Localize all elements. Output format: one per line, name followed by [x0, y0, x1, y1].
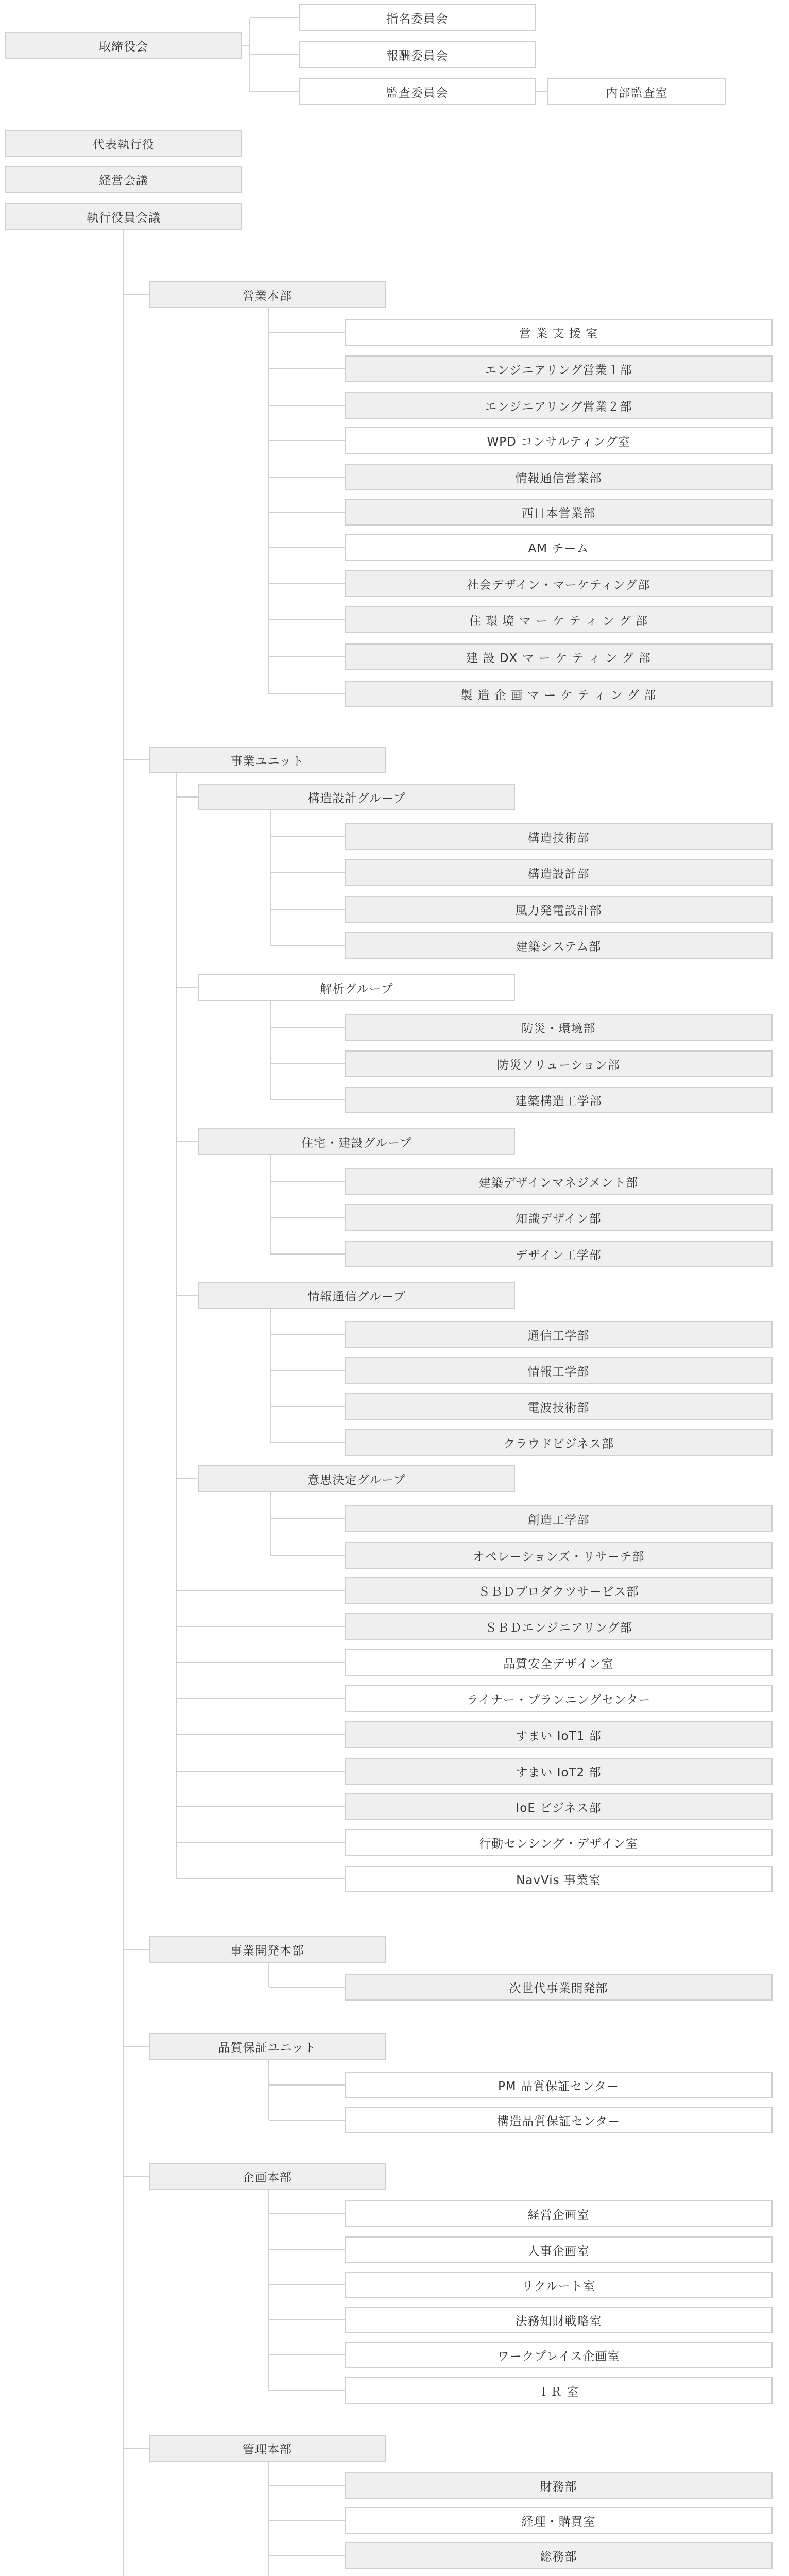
org-node-label: 解析グループ [320, 982, 393, 996]
org-node-s10 [345, 643, 773, 670]
org-node-label: 構造技術部 [527, 831, 590, 845]
org-node-label: エンジニアリング営業２部 [485, 400, 632, 414]
org-node-label: 執行役員会議 [87, 211, 161, 225]
org-node-gi1 [345, 1321, 773, 1348]
org-node-label: ライナー・プランニングセンター [466, 1693, 651, 1707]
org-node-label: ＳＢＤエンジニアリング部 [485, 1621, 632, 1635]
org-node-a1 [345, 2472, 773, 2499]
org-node-g-ict [198, 1282, 515, 1309]
org-node-label: 建築デザインマネジメント部 [478, 1176, 639, 1190]
org-node-label: 建築システム部 [516, 940, 602, 954]
org-node-label: NavVis 事業室 [516, 1873, 601, 1887]
org-node-label: ワークプレイス企画室 [497, 2349, 620, 2363]
org-node-ga1 [345, 1014, 773, 1041]
org-node-label: 防災・環境部 [521, 1022, 596, 1036]
org-node-label: 事業ユニット [230, 754, 304, 768]
org-node-admin [149, 2435, 386, 2462]
org-node-planning [149, 2163, 386, 2190]
org-node-b8 [345, 1829, 773, 1856]
org-node-bizdev [149, 1936, 386, 1963]
org-node-b5 [345, 1721, 773, 1748]
org-node-label: 社会デザイン・マーケティング部 [467, 578, 650, 592]
org-node-label: IoE ビジネス部 [516, 1801, 602, 1815]
org-node-b1 [345, 1577, 773, 1604]
org-node-label: リクルート室 [522, 2279, 595, 2293]
org-node-p4 [345, 2307, 773, 2333]
org-node-label: 建 設 DX マ ー ケ テ ィ ン グ 部 [466, 651, 651, 665]
org-node-label: 指名委員会 [386, 12, 448, 26]
org-node-s11 [345, 681, 773, 707]
org-node-s7 [345, 534, 773, 561]
org-node-compensation [299, 41, 536, 68]
org-node-qa1 [345, 2072, 773, 2098]
org-node-label: オペレーションズ・リサーチ部 [472, 1550, 645, 1564]
org-node-p5 [345, 2342, 773, 2368]
org-node-board [5, 32, 242, 59]
org-node-audit [299, 78, 536, 105]
org-node-label: 内部監査室 [606, 86, 668, 100]
org-node-label: 情報通信営業部 [515, 471, 602, 485]
org-node-p2 [345, 2236, 773, 2263]
org-node-gd2 [345, 1542, 773, 1569]
org-node-label: クラウドビジネス部 [503, 1437, 614, 1451]
org-node-gs2 [345, 859, 773, 886]
org-node-label: 財務部 [540, 2480, 577, 2494]
org-node-label: 人事企画室 [527, 2244, 590, 2258]
org-node-g-analysis [198, 974, 515, 1001]
org-node-label: 法務知財戦略室 [515, 2314, 602, 2328]
org-node-ga2 [345, 1050, 773, 1077]
org-node-label: 西日本営業部 [521, 506, 596, 520]
org-node-label: 事業開発本部 [230, 1944, 304, 1958]
org-node-label: すまい IoT1 部 [516, 1729, 602, 1743]
org-node-label: 構造設計部 [527, 867, 590, 881]
org-node-business [149, 747, 386, 773]
org-node-label: AM チーム [528, 541, 589, 555]
org-node-gh2 [345, 1204, 773, 1231]
org-node-label: エンジニアリング営業１部 [485, 363, 632, 377]
org-node-gh3 [345, 1241, 773, 1267]
org-node-label: 創造工学部 [527, 1513, 590, 1527]
org-node-gd1 [345, 1505, 773, 1532]
org-node-s8 [345, 570, 773, 597]
org-node-gs1 [345, 823, 773, 850]
org-node-g-struct [198, 784, 515, 810]
org-node-bd1 [345, 1974, 773, 2001]
org-node-s9 [345, 606, 773, 633]
org-node-b6 [345, 1758, 773, 1785]
org-node-gs4 [345, 932, 773, 959]
org-node-label: 通信工学部 [527, 1329, 590, 1343]
org-node-label: 営 業 支 援 室 [519, 327, 598, 341]
org-node-label: 製 造 企 画 マ ー ケ テ ィ ン グ 部 [460, 688, 657, 702]
org-node-label: 営業本部 [243, 289, 292, 303]
org-node-label: 経理・購買室 [521, 2515, 596, 2529]
org-node-b3 [345, 1649, 773, 1676]
org-node-ga3 [345, 1087, 773, 1113]
org-node-ceo [5, 130, 242, 157]
org-node-label: 品質安全デザイン室 [503, 1657, 614, 1671]
org-node-label: 構造設計グループ [307, 791, 406, 805]
org-node-label: 防災ソリューション部 [497, 1058, 620, 1072]
org-node-label: 管理本部 [243, 2443, 292, 2456]
org-node-sales [149, 281, 386, 308]
org-node-s2 [345, 355, 773, 382]
org-node-s6 [345, 499, 773, 526]
org-node-label: 意思決定グループ [307, 1473, 406, 1487]
org-node-b4 [345, 1685, 773, 1712]
org-node-s1 [345, 319, 773, 346]
org-node-b2 [345, 1613, 773, 1640]
org-node-label: WPD コンサルティング室 [487, 435, 630, 449]
org-node-p3 [345, 2272, 773, 2298]
org-node-label: デザイン工学部 [516, 1248, 602, 1262]
org-node-internal-audit [547, 78, 726, 105]
org-node-label: 報酬委員会 [386, 49, 448, 63]
org-node-label: 取締役会 [99, 40, 148, 54]
org-node-label: 次世代事業開発部 [509, 1981, 608, 1995]
org-node-exec-meeting [5, 203, 242, 230]
org-node-label: 風力発電設計部 [515, 904, 602, 918]
org-node-label: 住 環 境 マ ー ケ テ ィ ン グ 部 [469, 614, 648, 628]
org-node-label: ＩＲ 室 [538, 2385, 579, 2399]
org-node-label: 経営会議 [99, 174, 148, 188]
org-node-label: 知識デザイン部 [516, 1212, 602, 1226]
org-node-label: 企画本部 [243, 2171, 292, 2184]
org-node-label: 情報通信グループ [307, 1290, 406, 1303]
org-node-a3 [345, 2542, 773, 2569]
org-node-label: 電波技術部 [527, 1401, 590, 1415]
org-node-label: 監査委員会 [386, 86, 448, 100]
org-node-label: 経営企画室 [527, 2208, 590, 2222]
org-node-gi4 [345, 1429, 773, 1456]
org-node-s4 [345, 427, 773, 454]
org-node-label: すまい IoT2 部 [516, 1766, 602, 1780]
org-node-g-decision [198, 1465, 515, 1492]
org-node-label: 建築構造工学部 [515, 1094, 602, 1108]
org-node-gi2 [345, 1357, 773, 1384]
org-node-s5 [345, 464, 773, 490]
org-node-qa [149, 2033, 386, 2060]
org-node-p1 [345, 2200, 773, 2227]
org-node-label: PM 品質保証センター [498, 2079, 620, 2093]
org-node-label: 代表執行役 [93, 138, 155, 151]
org-node-label: 総務部 [540, 2550, 577, 2564]
org-node-b7 [345, 1793, 773, 1820]
org-node-label: 品質保証ユニット [218, 2041, 317, 2055]
org-node-label: 行動センシング・デザイン室 [479, 1837, 638, 1851]
org-node-a2 [345, 2507, 773, 2534]
org-node-label: 情報工学部 [527, 1365, 590, 1379]
org-node-qa2 [345, 2107, 773, 2133]
org-node-label: ＳＢＤプロダクツサービス部 [478, 1585, 639, 1599]
org-node-s3 [345, 392, 773, 419]
org-node-label: 住宅・建設グループ [301, 1136, 412, 1150]
org-node-mgmt-meeting [5, 166, 242, 193]
org-node-gh1 [345, 1168, 773, 1195]
org-node-g-housing [198, 1128, 515, 1155]
org-node-b9 [345, 1866, 773, 1892]
org-node-gs3 [345, 896, 773, 923]
org-node-gi3 [345, 1393, 773, 1420]
org-node-label: 構造品質保証センター [496, 2114, 621, 2128]
org-node-nomination [299, 4, 536, 31]
org-node-p6 [345, 2377, 773, 2404]
